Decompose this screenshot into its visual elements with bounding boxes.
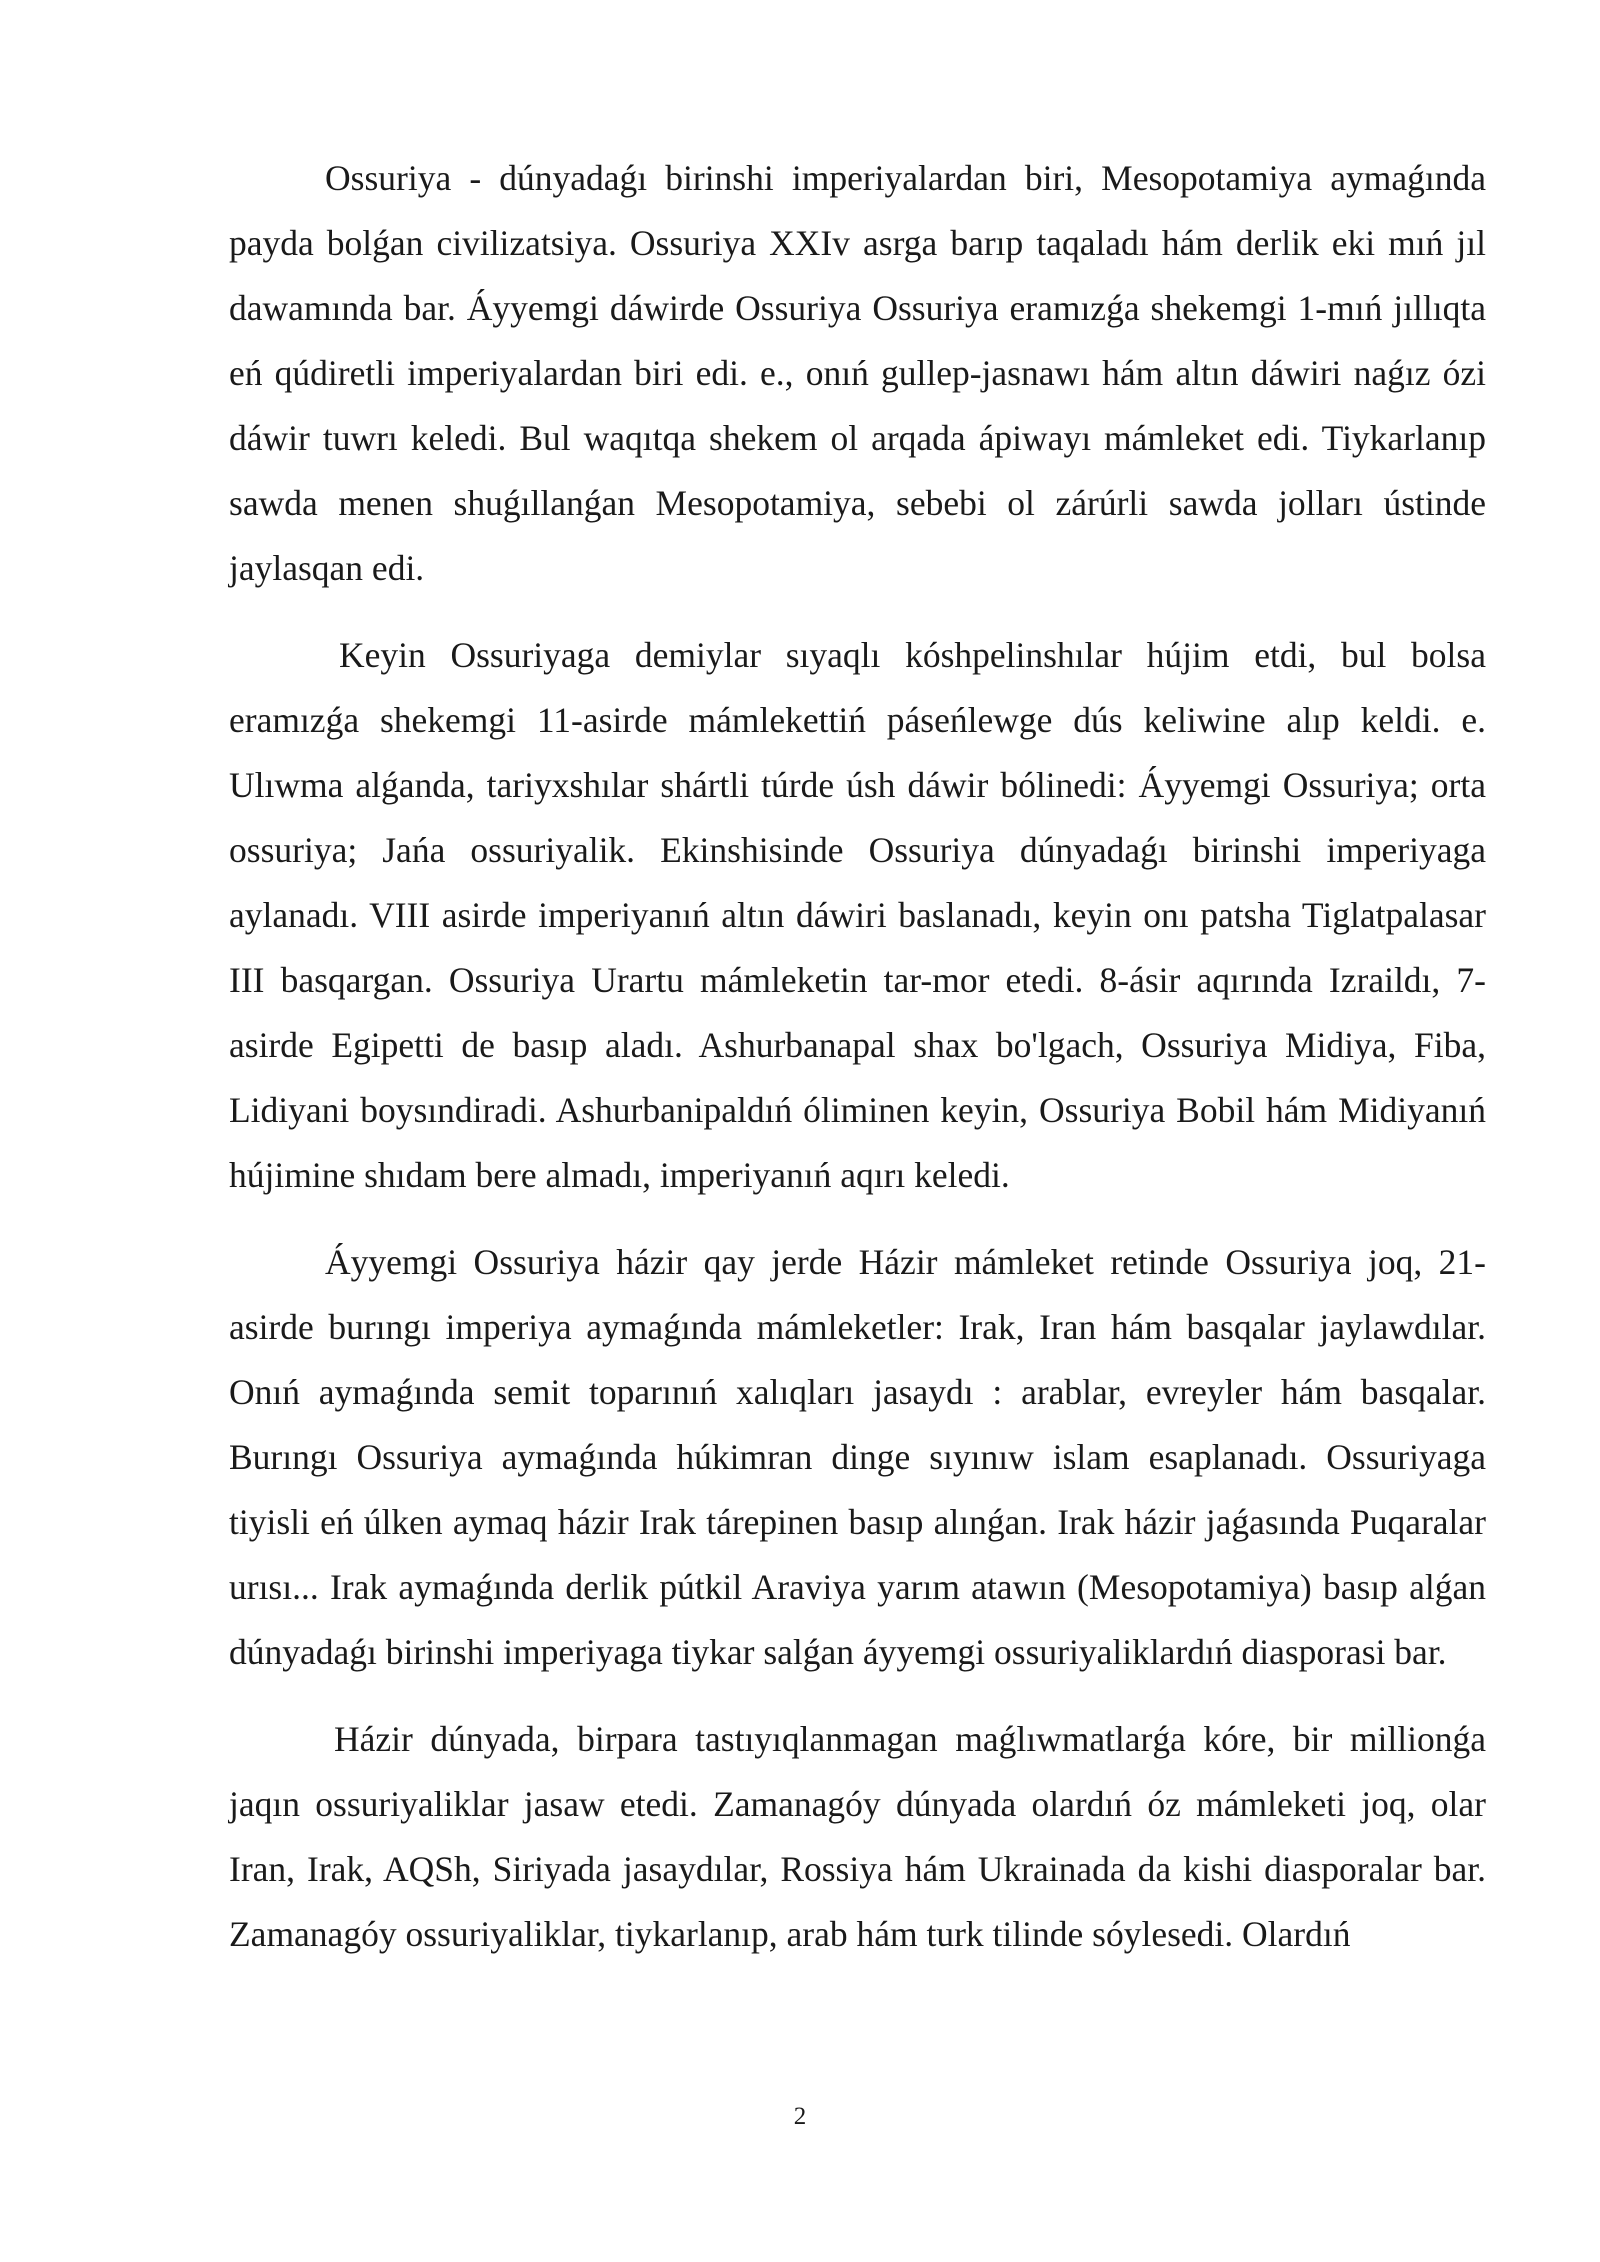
page-number: 2 (793, 2103, 807, 2130)
paragraph-1: Ossuriya - dúnyadaǵı birinshi imperiyalardan biri, Mesopotamiya aymaǵında payda bolǵan civilizatsiya. Ossuriya XXIv asrga barıp taqaladı hám derlik eki mıń jıl dawamında bar. Áyyemgi dáwirde Ossuriya Ossuriya eramızǵa shekemgi 1-mıń jıllıqta eń qúdiretli imperiyalardan biri edi. e., onıń gullep-jasnawı hám altın dáwiri naǵız ózi dáwir tuwrı keledi. Bul waqıtqa shekem ol arqada ápiwayı mámleket edi. Tiykarlanıp sawda menen shuǵıllanǵan Mesopotamiya, sebebi ol zárúrli sawda jolları ústinde jaylasqan edi. (229, 158, 1486, 588)
paragraph-2: Keyin Ossuriyaga demiylar sıyaqlı kóshpelinshılar hújim etdi, bul bolsa eramızǵa shekemgi 11-asirde mámlekettiń páseńlewge dús keliwine alıp keldi. e. Ulıwma alǵanda, tariyxshılar shártli túrde úsh dáwir bólinedi: Áyyemgi Ossuriya; orta ossuriya; Jańa ossuriyalik. Ekinshisinde Ossuriya dúnyadaǵı birinshi imperiyaga aylanadı. VIII asirde imperiyanıń altın dáwiri baslanadı, keyin onı patsha Tiglatpalasar III basqargan. Ossuriya Urartu mámleketin tar-mor etedi. 8-ásir aqırında Izraildı, 7-asirde Egipetti de basıp aladı. Ashurbanapal shax bo'lgach, Ossuriya Midiya, Fiba, Lidiyani boysındiradi. Ashurbanipaldıń óliminen keyin, Ossuriya Bobil hám Midiyanıń hújimine shıdam bere almadı, imperiyanıń aqırı keledi. (229, 635, 1486, 1195)
paragraph-4: Házir dúnyada, birpara tastıyıqlanmagan maǵlıwmatlarǵa kóre, bir millionǵa jaqın ossuriyaliklar jasaw etedi. Zamanagóy dúnyada olardıń óz mámleketi joq, olar Iran, Irak, AQSh, Siriyada jasaydılar, Rossiya hám Ukrainada da kishi diasporalar bar. Zamanagóy ossuriyaliklar, tiykarlanıp, arab hám turk tilinde sóylesedi. Olardıń (229, 1719, 1486, 1954)
document-body (229, 146, 1486, 1989)
paragraph-3: Áyyemgi Ossuriya házir qay jerde Házir mámleket retinde Ossuriya joq, 21-asirde burıngı imperiya aymaǵında mámleketler: Irak, Iran hám basqalar jaylawdılar. Onıń aymaǵında semit toparınıń xalıqları jasaydı : arablar, evreyler hám basqalar. Burıngı Ossuriya aymaǵında húkimran dinge sıyınıw islam esaplanadı. Ossuriyaga tiyisli eń úlken aymaq házir Irak tárepinen basıp alınǵan. Irak házir jaǵasında Puqaralar urısı... Irak aymaǵında derlik pútkil Araviya yarım atawın (Mesopotamiya) basıp alǵan dúnyadaǵı birinshi imperiyaga tiykar salǵan áyyemgi ossuriyaliklardıń diasporasi bar. (229, 1242, 1486, 1672)
